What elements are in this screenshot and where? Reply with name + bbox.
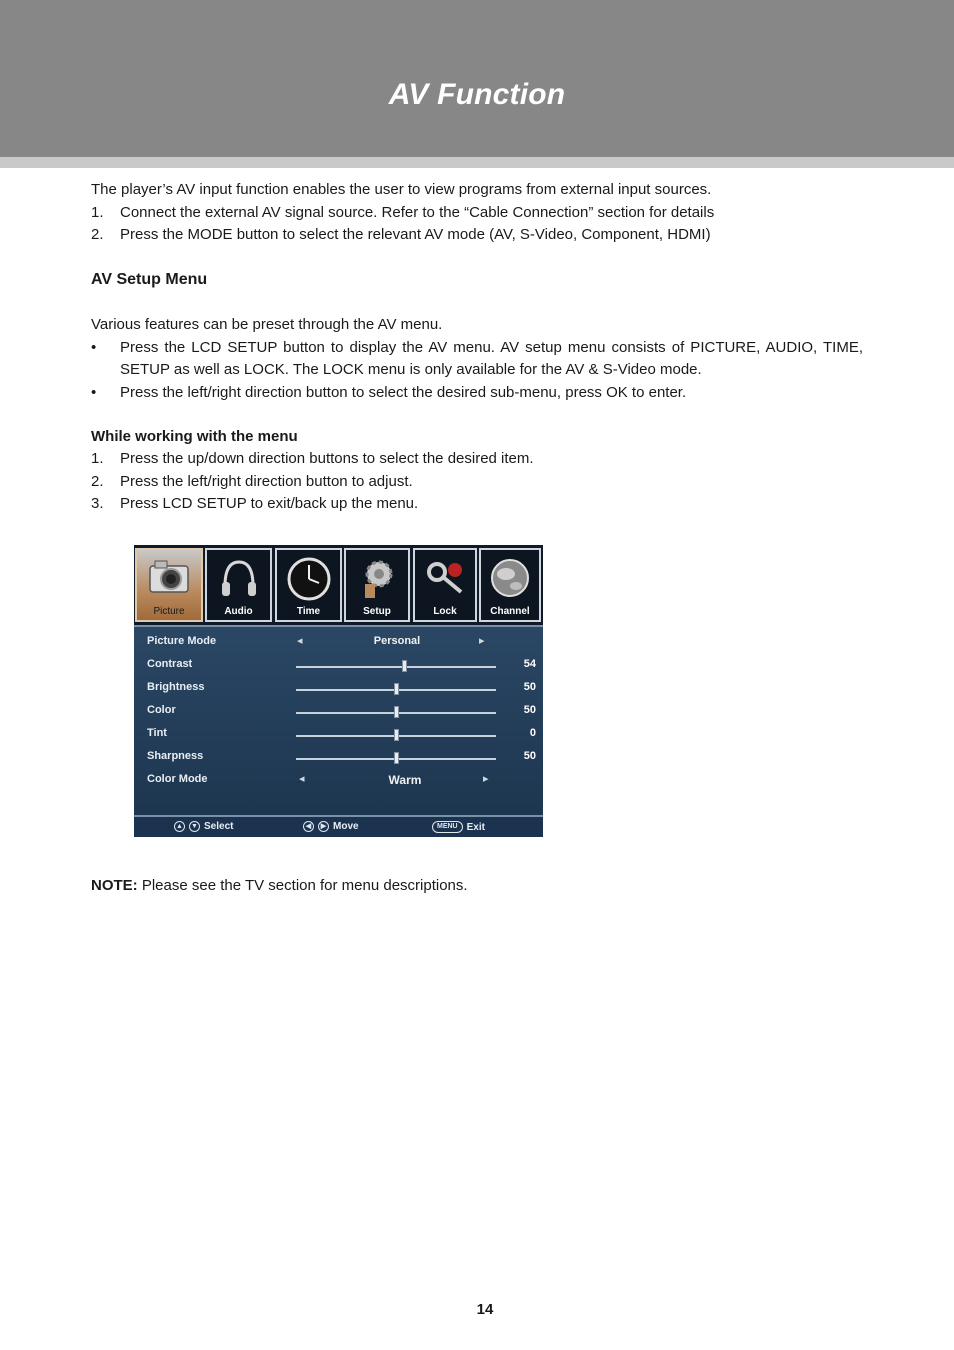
- slider-row: [147, 701, 537, 721]
- slider-row: [147, 747, 537, 767]
- slider-knob: [394, 683, 399, 695]
- note-text: Please see the TV section for menu descriptions.: [137, 877, 468, 894]
- footer-select-label: Select: [204, 821, 234, 832]
- arrow-right-icon: ▶: [318, 821, 329, 832]
- arrow-left-icon: ◀: [303, 821, 314, 832]
- color-mode-value: Warm: [388, 773, 422, 787]
- list-marker: 1.: [91, 450, 104, 467]
- slider-knob: [394, 706, 399, 718]
- footer-exit-label: Exit: [466, 821, 485, 833]
- slider-row: [147, 678, 537, 698]
- list-text: Press the LCD SETUP button to display the AV menu. AV setup menu consists of PICTURE, AUDIO, TIME, SETUP as well as LOCK. The LOCK menu is only available for the AV & S-Video mode.: [120, 338, 863, 378]
- key-icon: [423, 556, 467, 600]
- list-item: [91, 493, 863, 516]
- page-title: AV Function: [388, 78, 566, 111]
- list-item: [91, 382, 863, 405]
- bullet-marker: •: [91, 383, 97, 401]
- color-mode-row: [147, 770, 537, 790]
- chevron-right-icon: ▸: [479, 635, 485, 647]
- menu-panel: [134, 625, 543, 813]
- tab-label: Channel: [490, 606, 530, 617]
- list-marker: 2.: [91, 472, 104, 490]
- slider-value: 54: [523, 658, 536, 670]
- list-item: [91, 202, 863, 225]
- tab-time: [275, 548, 342, 622]
- menu-tab-bar: [134, 545, 543, 625]
- picture-mode-value: Personal: [373, 635, 421, 647]
- menu-item-label: Color Mode: [147, 773, 208, 785]
- slider-row: [147, 724, 537, 744]
- slider-value: 50: [523, 704, 536, 716]
- tab-channel: [479, 548, 541, 622]
- menu-item-label: Brightness: [147, 681, 205, 693]
- working-section: [91, 448, 863, 516]
- tab-setup: [344, 548, 410, 622]
- list-text: Press the up/down direction buttons to select the desired item.: [120, 450, 534, 467]
- list-marker: 1.: [91, 203, 104, 221]
- working-heading: While working with the menu: [91, 428, 298, 445]
- setup-paragraph: Various features can be preset through the AV menu.: [91, 316, 443, 333]
- menu-footer: [134, 815, 543, 837]
- tab-label: Time: [296, 606, 321, 617]
- footer-move-label: Move: [333, 821, 359, 832]
- header-divider: [0, 157, 954, 168]
- list-marker: 3.: [91, 495, 104, 512]
- menu-item-label: Color: [147, 704, 176, 716]
- footer-exit: [432, 821, 485, 833]
- slider-knob: [402, 660, 407, 672]
- av-menu-screenshot: [134, 545, 543, 837]
- setup-section: [91, 314, 863, 404]
- chevron-right-icon: ▸: [483, 773, 489, 785]
- slider-value: 50: [523, 750, 536, 762]
- tab-picture: [135, 548, 203, 622]
- slider-value: 50: [523, 681, 536, 693]
- note: [91, 875, 863, 898]
- tab-label: Setup: [363, 606, 391, 617]
- note-label: NOTE:: [91, 877, 138, 894]
- menu-item-label: Contrast: [147, 658, 193, 670]
- menu-item-label: Picture Mode: [147, 635, 217, 647]
- bullet-marker: •: [91, 338, 97, 356]
- list-item: [91, 448, 863, 471]
- slider-track: [296, 666, 496, 668]
- slider-row: [147, 655, 537, 675]
- page-number: 14: [476, 1301, 494, 1318]
- globe-icon: [488, 556, 532, 600]
- footer-move: [303, 821, 359, 832]
- list-item: [91, 224, 863, 247]
- slider-knob: [394, 752, 399, 764]
- list-text: Connect the external AV signal source. Refer to the “Cable Connection” section for details: [120, 203, 715, 221]
- menu-item-label: Tint: [147, 727, 167, 739]
- chevron-left-icon: ◂: [297, 635, 303, 647]
- tab-label: Lock: [433, 606, 457, 617]
- chevron-left-icon: ◂: [299, 773, 305, 785]
- list-marker: 2.: [91, 226, 104, 243]
- headphones-icon: [217, 556, 261, 600]
- tab-audio: [205, 548, 272, 622]
- tab-lock: [413, 548, 477, 622]
- arrow-down-icon: ▼: [189, 821, 200, 832]
- list-text: Press the left/right direction button to adjust.: [120, 472, 413, 490]
- tab-label: Picture: [153, 606, 185, 617]
- menu-item-label: Sharpness: [147, 750, 204, 762]
- list-item: [91, 337, 863, 382]
- setup-heading: AV Setup Menu: [91, 271, 208, 288]
- arrow-up-icon: ▲: [174, 821, 185, 832]
- list-text: Press LCD SETUP to exit/back up the menu.: [120, 495, 419, 512]
- camera-icon: [147, 556, 191, 596]
- gears-icon: [355, 556, 399, 600]
- menu-key: MENU: [432, 821, 463, 833]
- footer-select: [174, 821, 233, 832]
- intro-section: [91, 179, 863, 247]
- clock-icon: [286, 556, 332, 602]
- tab-label: Audio: [224, 606, 253, 617]
- list-text: Press the MODE button to select the relevant AV mode (AV, S-Video, Component, HDMI): [120, 226, 711, 243]
- slider-knob: [394, 729, 399, 741]
- slider-value: 0: [529, 727, 536, 739]
- picture-mode-row: [147, 632, 537, 652]
- list-text: Press the left/right direction button to select the desired sub-menu, press OK to enter.: [120, 383, 687, 401]
- list-item: [91, 471, 863, 494]
- intro-paragraph: The player’s AV input function enables the user to view programs from external input sources.: [91, 181, 712, 198]
